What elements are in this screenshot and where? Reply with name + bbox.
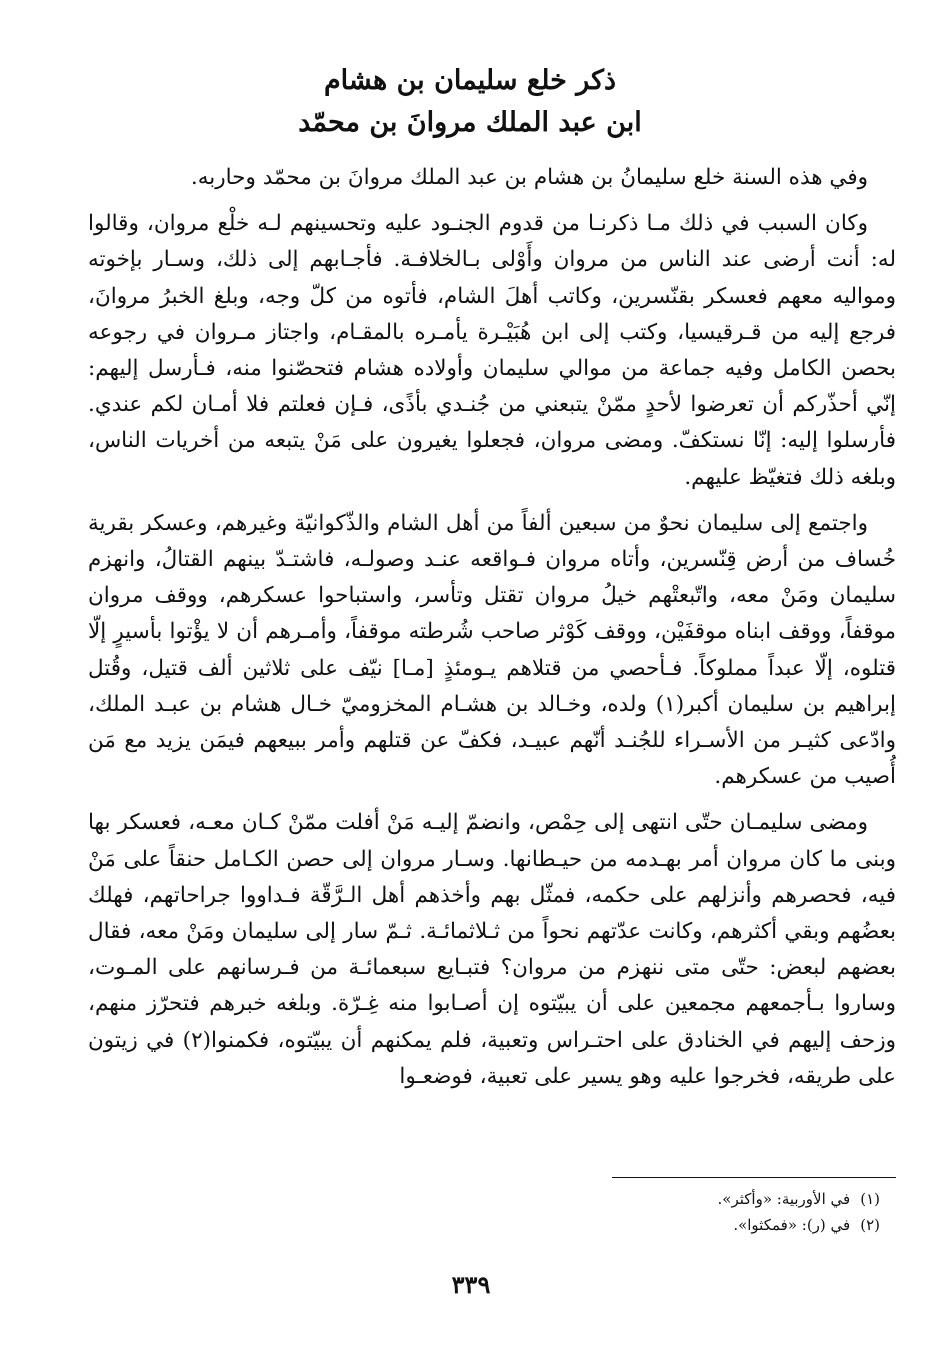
page-number: ٣٣٩ <box>451 1270 491 1299</box>
section-heading-line-1: ذكر خلع سليمان بن هشام <box>323 65 617 96</box>
footnote-number: (١) <box>860 1190 880 1208</box>
footnote-2 <box>300 1212 880 1238</box>
paragraph-3: واجتمع إلى سليمان نحوٌ من سبعين ألفاً من أهل الشام والذّكوانيّة وغيرهم، وعسكر بقرية خُساف من أرض قِنّسرين، وأتاه مروان فـواقعه عنـد وصولـه، فاشتـدّ بينهم القتالُ، وانهزم سليمان ومَنْ معه، واتّبعتْهم خيلُ مروان تقتل وتأسر، واستباحوا عسكرهم، ووقف مروان موقفاً، ووقف ابناه موقفَيْن، ووقف كَوْثر صاحب شُرطته موقفاً، وأمـرهم أن لا يؤْتوا بأسيرٍ إلّا قتلوه، إلّا عبداً مملوكاً. فـأحصي من قتلاهم يـومئذٍ [مـا] نيّف على ثلاثين ألف قتيل، وقُتل إبراهيم بن سليمان أكبر(١) ولده، وخـالد بن هشـام المخزوميّ خـال هشام بن عبـد الملك، وادّعى كثيـر من الأسـراء للجُنـد أنّهم عبيـد، فكفّ عن قتلهم وأمر ببيعهم فيمَن يزيد مع مَن أُصيب من عسكرهم. <box>88 510 897 790</box>
footnote-text: في (ر): «فمكثوا». <box>733 1216 851 1234</box>
footnotes <box>300 1186 880 1238</box>
footnote-text: في الأوربية: «وأكثر». <box>717 1190 851 1208</box>
section-heading-line-2: ابن عبد الملك مروانَ بن محمّد <box>298 107 642 138</box>
paragraph-4: ومضى سليمـان حتّى انتهى إلى حِمْص، وانضمّ إليـه مَنْ أفلت ممّنْ كـان معـه، فعسكر بها وبنى ما كان مروان أمر بهـدمه من حيـطانها. وسـار مروان إلى حصن الكـامل حنقاً على مَنْ فيه، فحصرهم وأنزلهم على حكمه، فمثّل بهم وأخذهم أهل الـرَّقّة فـداووا جراحاتهم، فهلك بعضُهم وبقي أكثرهم، وكانت عدّتهم نحواً من ثـلاثمائـة. ثـمّ سار إلى سليمان ومَنْ معه، فقال بعضهم لبعض: حتّى متى ننهزم من مروان؟ فتبـايع سبعمائـة من فـرسانهم على المـوت، وساروا بـأجمعهم مجمعين على أن يبيّتوه إن أصـابوا منه غِـرّة. وبلغه خبرهم فتحرّز منهم، وزحف إليهم في الخنادق على احتـراس وتعبية، فلم يمكنهم أن يبيّتوه، فكمنوا(٢) في زيتون على طريقه، فخرجوا عليه وهو يسير على تعبية، فوضعـوا <box>88 810 896 1089</box>
main-text <box>88 160 896 1105</box>
paragraph-1: وفي هذه السنة خلع سليمانُ بن هشام بن عبد الملك مروانَ بن محمّد وحاربه. <box>190 165 868 190</box>
paragraph-2: وكان السبب في ذلك مـا ذكرنـا من قدوم الجنـود عليه وتحسينهم لـه خلْع مروان، وقالوا له: أنت أرضى عند الناس من مروان وأَوْلى بـالخلافـة. فأجـابهم إلى ذلك، وسـار بإخوته ومواليه معهم فعسكر بقنّسرين، وكاتب أهلَ الشام، فأتوه من كلّ وجه، وبلغ الخبرُ مروانَ، فرجع إليه من قـرقيسيا، وكتب إلى ابن هُبَيْـرة يأمـره بالمقـام، واجتاز مـروان في رجوعه بحصن الكامل وفيه جماعة من موالي سليمان وأولاده هشام فتحصّنوا منه، فـأرسل إليهم: إنّي أحذّركم أن تعرضوا لأحدٍ ممّنْ يتبعني من جُنـدي بأذًى، فـإن فعلتم فلا أمـان لكم عندي. فأرسلوا إليه: إنّا نستكفّ. ومضى مروان، فجعلوا يغيرون على مَنْ يتبعه من أخريات الناس، وبلغه ذلك فتغيّظ عليهم. <box>88 211 896 490</box>
footnote-number: (٢) <box>860 1216 880 1234</box>
footnote-divider <box>612 1177 896 1178</box>
footnote-1 <box>300 1186 880 1212</box>
